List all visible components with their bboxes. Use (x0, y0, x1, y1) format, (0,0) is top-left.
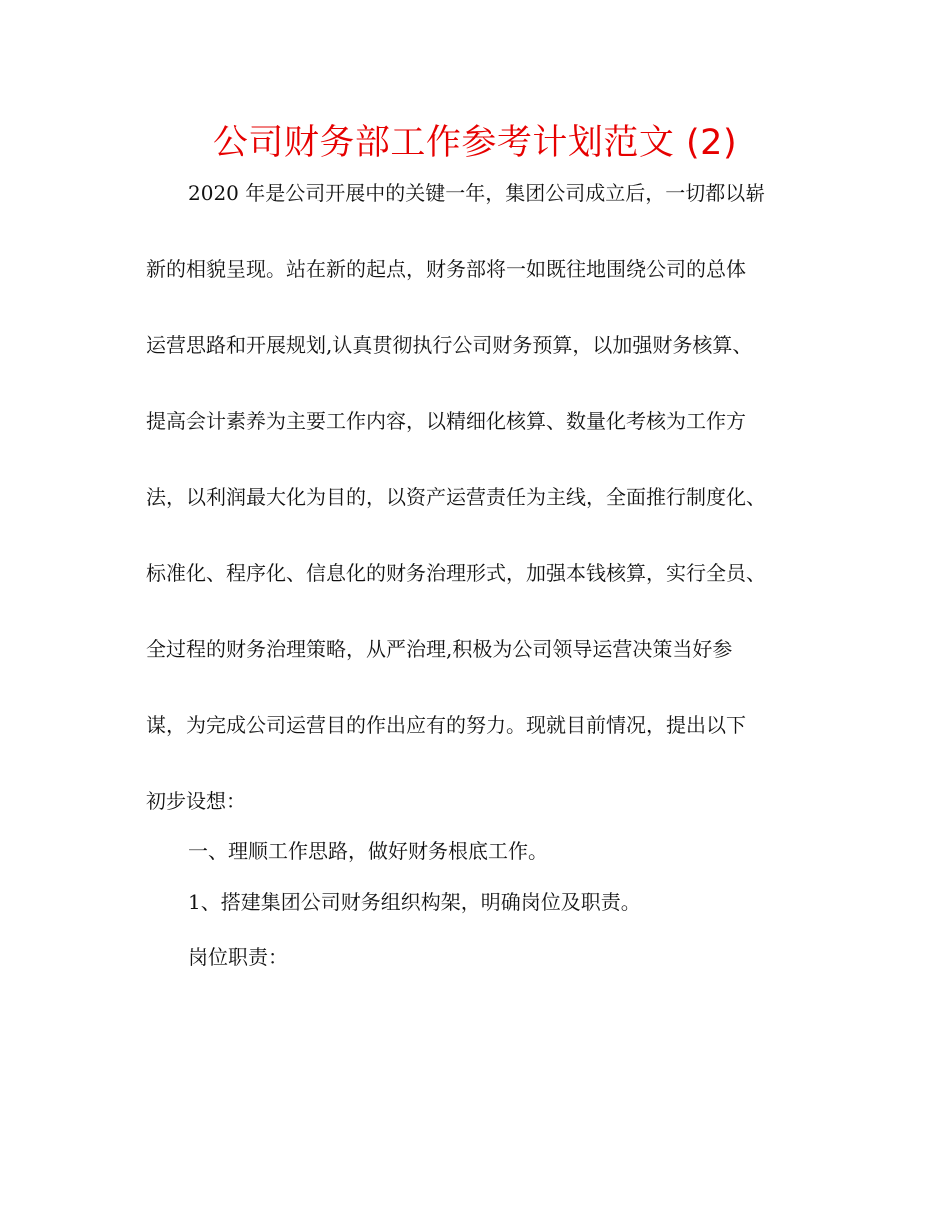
intro-line: 新的相貌呈现。站在新的起点，财务部将一如既往地围绕公司的总体 (146, 257, 746, 281)
intro-line: 提高会计素养为主要工作内容，以精细化核算、数量化考核为工作方 (146, 409, 746, 433)
intro-line: 谋，为完成公司运营目的作出应有的努力。现就目前情况，提出以下 (146, 713, 746, 737)
intro-line: 运营思路和开展规划,认真贯彻执行公司财务预算，以加强财务核算、 (146, 333, 753, 357)
intro-line: 全过程的财务治理策略，从严治理,积极为公司领导运营决策当好参 (146, 637, 733, 661)
document-title: 公司财务部工作参考计划范文 (2) (212, 123, 738, 163)
section-heading: 一、理顺工作思路，做好财务根底工作。 (188, 839, 548, 863)
intro-line: 标准化、程序化、信息化的财务治理形式，加强本钱核算，实行全员、 (146, 561, 766, 585)
item-heading: 1、搭建集团公司财务组织构架，明确岗位及职责。 (188, 890, 641, 914)
intro-line: 2020 年是公司开展中的关键一年，集团公司成立后，一切都以崭 (188, 181, 766, 205)
sub-heading: 岗位职责： (188, 945, 288, 969)
intro-line: 法，以利润最大化为目的，以资产运营责任为主线，全面推行制度化、 (146, 485, 766, 509)
intro-line: 初步设想： (146, 789, 246, 813)
